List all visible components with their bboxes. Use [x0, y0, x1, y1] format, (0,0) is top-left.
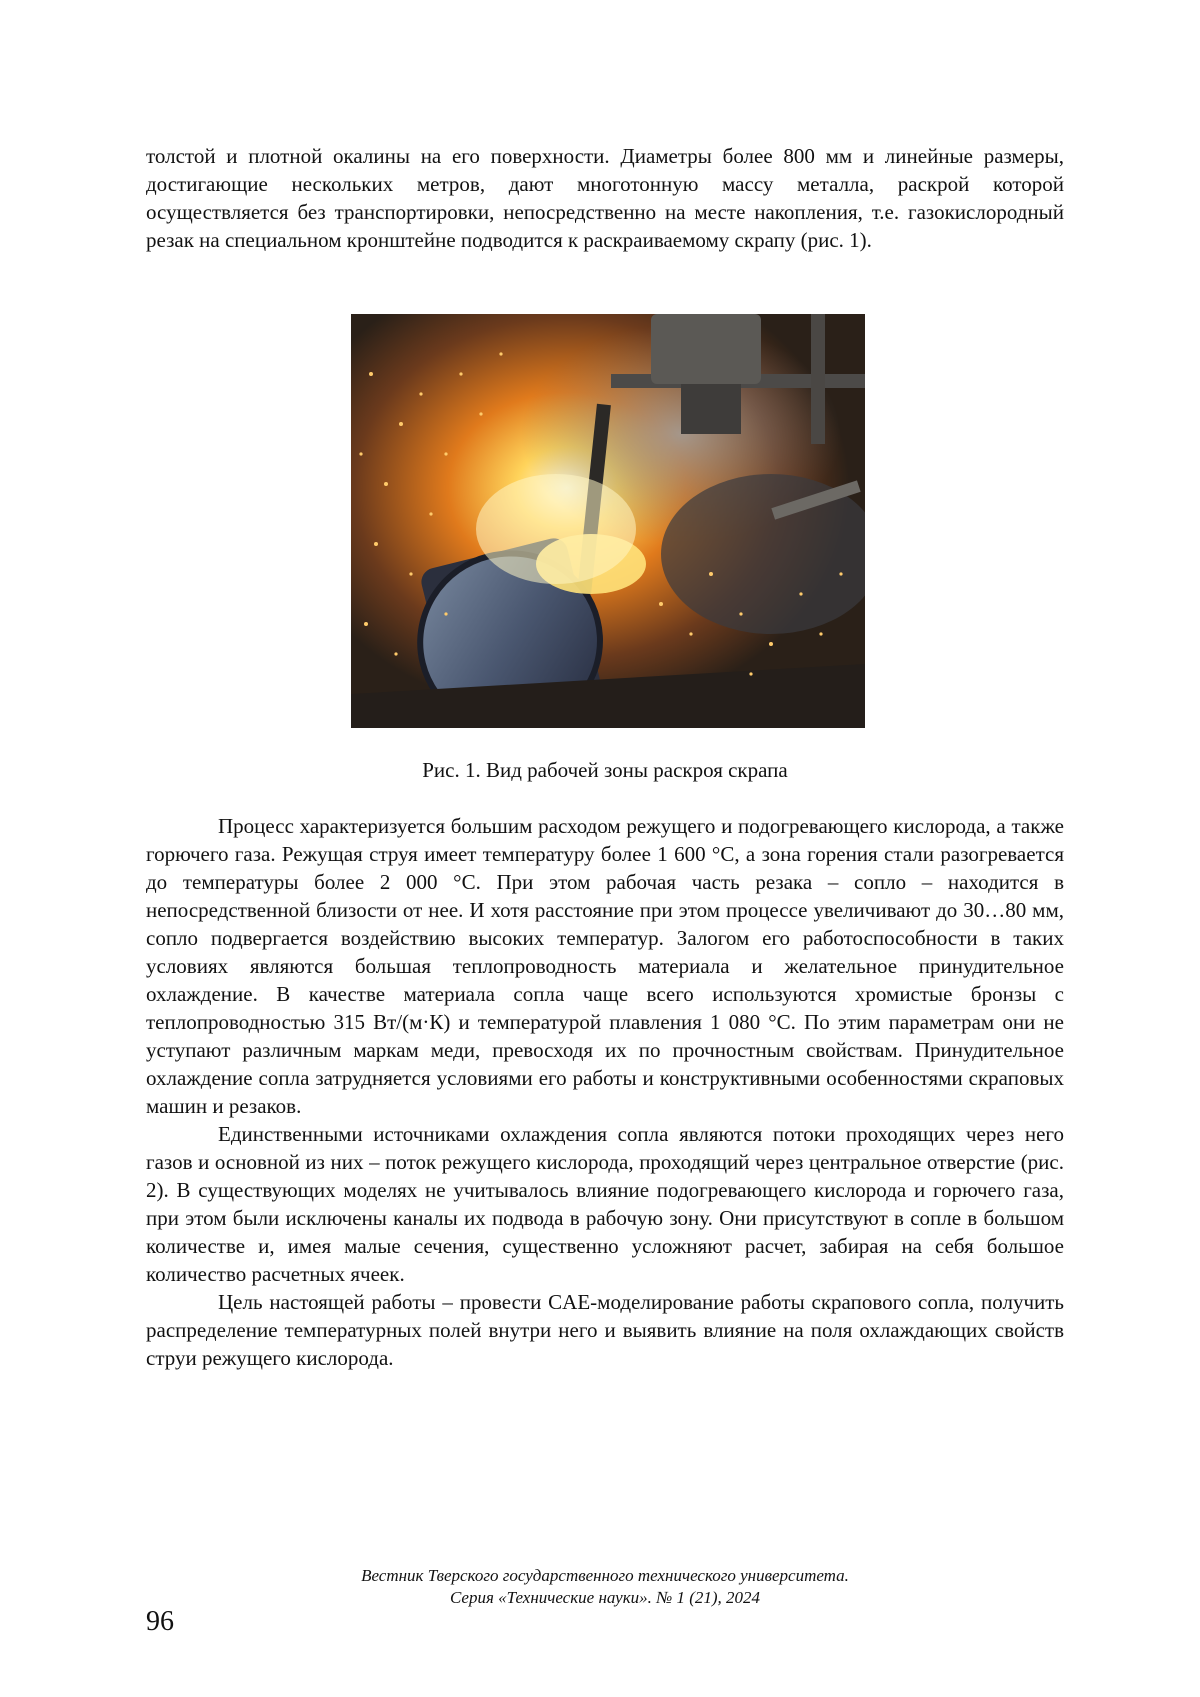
body-paragraph-1: Процесс характеризуется большим расходом режущего и подогревающего кислорода, а также горючего газа. Режущая струя имеет температуру более 1 600 °C, а зона горения стали разогревается до температуры более 2 000 °C. При этом рабочая часть резака – сопло – находится в непосредственной близости от нее. И хотя расстояние при этом процессе увеличивают до 30…80 мм, сопло подвергается воздействию высоких температур. Залогом его работоспособности в таких условиях являются большая теплопроводность материала и желательное принудительное охлаждение. В качестве материала сопла чаще всего используются хромистые бронзы с теплопроводностью 315 Вт/(м·К) и температурой плавления 1 080 °C. По этим параметрам они не уступают различным маркам меди, превосходя их по прочностным свойствам. Принудительное охлаждение сопла затрудняется условиями его работы и конструктивными особенностями скраповых машин и резаков.: [146, 814, 1064, 1118]
journal-footer: [146, 1565, 1064, 1609]
body-paragraph-3: Цель настоящей работы – провести CAE-моделирование работы скрапового сопла, получить распределение температурных полей внутри него и выявить влияние на поля охлаждающих свойств струи режущего кислорода.: [146, 1290, 1064, 1370]
figure-scrap-cutting-photo: [351, 314, 865, 728]
footer-journal-title: Вестник Тверского государственного технического университета.: [361, 1566, 849, 1585]
scrap-cutting-photo: [351, 314, 865, 728]
intro-paragraph: толстой и плотной окалины на его поверхности. Диаметры более 800 мм и линейные размеры, достигающие нескольких метров, дают многотонную массу металла, раскрой которой осуществляется без транспортировки, непосредственно на месте накопления, т.е. газокислородный резак на специальном кронштейне подводится к раскраиваемому скрапу (рис. 1).: [146, 144, 1064, 252]
footer-series-issue: Серия «Технические науки». № 1 (21), 2024: [449, 1588, 761, 1607]
page-number: 96: [146, 1606, 174, 1637]
figure-caption: Рис. 1. Вид рабочей зоны раскроя скрапа: [422, 758, 788, 782]
body-text: [146, 812, 1064, 1372]
intro-text: [146, 142, 1064, 254]
body-paragraph-2: Единственными источниками охлаждения сопла являются потоки проходящих через него газов и основной из них – поток режущего кислорода, проходящий через центральное отверстие (рис. 2). В существующих моделях не учитывалось влияние подогревающего кислорода и горючего газа, при этом были исключены каналы их подвода в рабочую зону. Они присутствуют в сопле в большом количестве и, имея малые сечения, существенно усложняют расчет, забирая на себя большое количество расчетных ячеек.: [146, 1122, 1064, 1286]
